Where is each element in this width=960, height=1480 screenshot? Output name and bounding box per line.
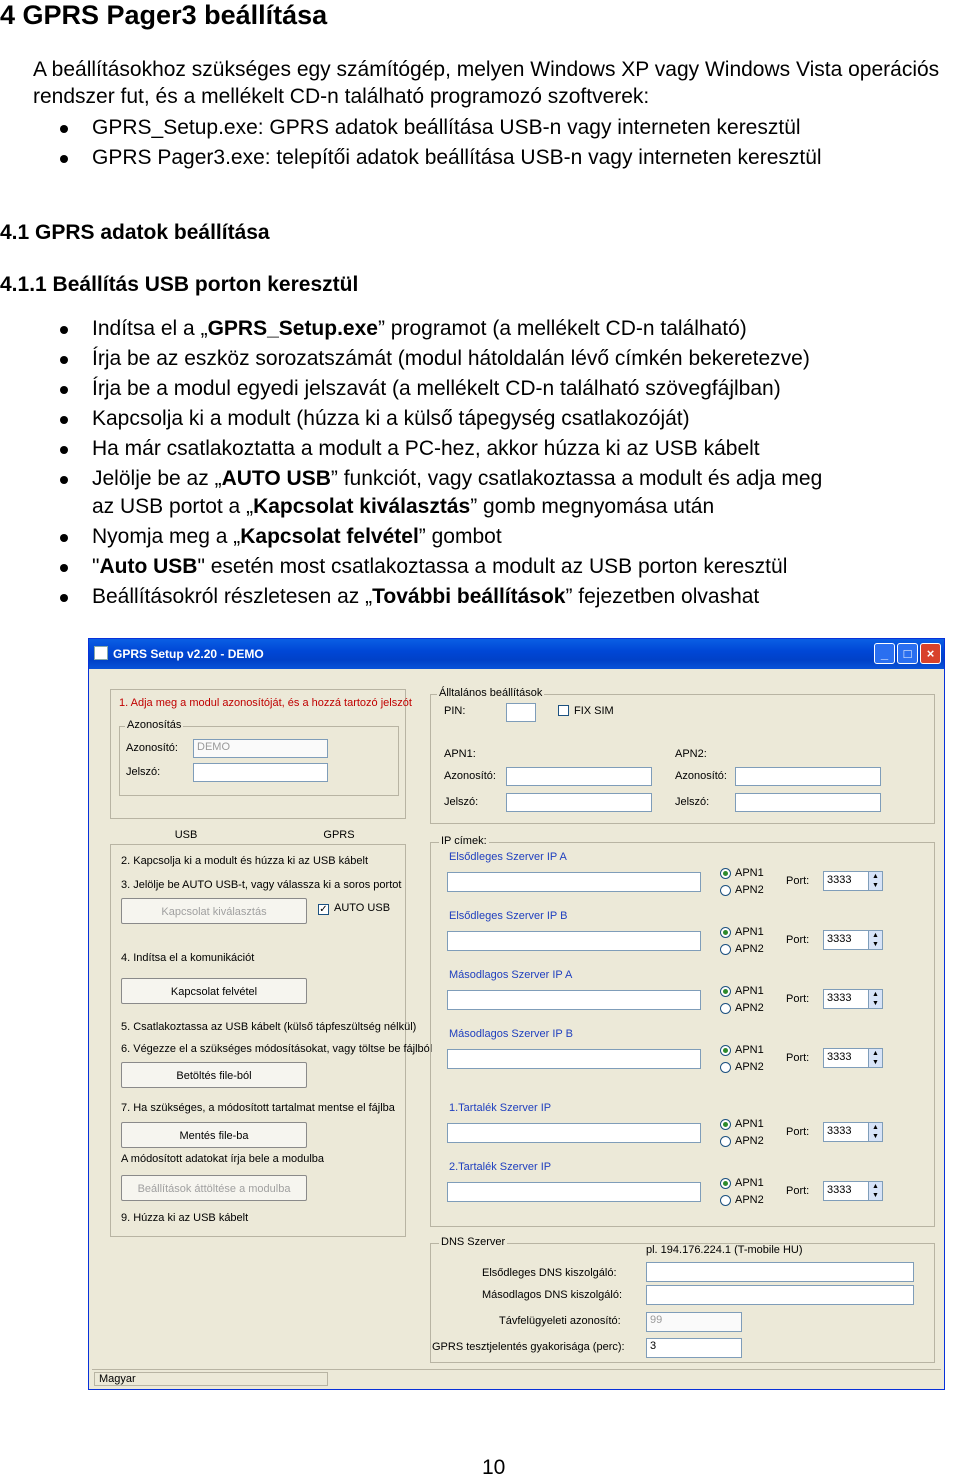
apn1-radio[interactable] xyxy=(720,1178,731,1189)
apn2-azonosito-input[interactable] xyxy=(735,767,881,786)
status-language: Magyar xyxy=(94,1372,328,1386)
app-icon xyxy=(94,646,108,660)
apn1-radio-label: APN1 xyxy=(735,867,764,879)
spin-up-icon[interactable]: ▲ xyxy=(868,1049,882,1058)
close-icon[interactable]: × xyxy=(920,643,941,664)
remote-id-input[interactable]: 99 xyxy=(646,1312,742,1332)
spin-down-icon[interactable]: ▼ xyxy=(868,881,882,890)
remote-id-label: Távfelügyeleti azonosító: xyxy=(499,1315,621,1327)
fix-sim-label: FIX SIM xyxy=(574,705,614,717)
maximize-icon[interactable]: □ xyxy=(897,643,918,664)
apn2-radio[interactable] xyxy=(720,1003,731,1014)
bullet-icon xyxy=(60,564,68,572)
apn1-radio[interactable] xyxy=(720,1119,731,1130)
apn1-azonosito-input[interactable] xyxy=(506,767,652,786)
general-settings-label: Álltalános beállítások xyxy=(439,687,543,699)
step-2: Írja be az eszköz sorozatszámát (modul hátoldalán lévő címkén bekeretezve) xyxy=(92,347,810,370)
server-label: 2.Tartalék Szerver IP xyxy=(449,1161,552,1173)
pin-input[interactable] xyxy=(506,703,536,722)
dns-primary-input[interactable] xyxy=(646,1262,914,1282)
minimize-icon[interactable]: _ xyxy=(874,643,895,664)
spin-up-icon[interactable]: ▲ xyxy=(868,990,882,999)
apn2-radio-label: APN2 xyxy=(735,1194,764,1206)
apn2-radio-label: APN2 xyxy=(735,1061,764,1073)
dns-primary-label: Elsődleges DNS kiszolgáló: xyxy=(482,1267,617,1279)
apn2-radio[interactable] xyxy=(720,1062,731,1073)
bullet-icon xyxy=(60,534,68,542)
azonosito-input[interactable]: DEMO xyxy=(193,739,328,758)
port-value: 3333 xyxy=(827,1125,852,1137)
kapcsolat-felvetel-button[interactable]: Kapcsolat felvétel xyxy=(121,978,307,1004)
tab-usb[interactable]: USB xyxy=(174,829,198,841)
spin-down-icon[interactable]: ▼ xyxy=(868,1191,882,1200)
bullet-icon xyxy=(60,416,68,424)
bullet-icon xyxy=(60,386,68,394)
dns-secondary-label: Másodlagos DNS kiszolgáló: xyxy=(482,1289,623,1301)
left-step-3: 3. Jelölje be AUTO USB-t, vagy válassza ki a soros portot xyxy=(121,879,402,891)
step-6-cont: az USB portot a „Kapcsolat kiválasztás” gomb megnyomása után xyxy=(92,495,715,518)
step-9: Beállításokról részletesen az „További beállítások” fejezetben olvashat xyxy=(92,585,760,608)
port-spinner[interactable] xyxy=(823,1122,883,1142)
window-title: GPRS Setup v2.20 - DEMO xyxy=(113,647,264,661)
subsection-heading: 4.1.1 Beállítás USB porton keresztül xyxy=(0,273,359,296)
ip-addresses-label: IP címek: xyxy=(441,835,487,847)
spin-up-icon[interactable]: ▲ xyxy=(868,1123,882,1132)
server-ip-input[interactable] xyxy=(447,931,701,951)
mentes-button[interactable]: Mentés file-ba xyxy=(121,1122,307,1148)
test-freq-input[interactable]: 3 xyxy=(646,1338,742,1358)
port-label: Port: xyxy=(786,934,810,946)
apn2-jelszo-input[interactable] xyxy=(735,793,881,812)
apn1-jelszo-label: Jelszó: xyxy=(444,796,479,808)
port-label: Port: xyxy=(786,1185,810,1197)
bullet-icon xyxy=(60,594,68,602)
apn1-azonosito-label: Azonosító: xyxy=(444,770,496,782)
step-4: Kapcsolja ki a modult (húzza ki a külső tápegység csatlakozóját) xyxy=(92,407,690,430)
apn2-radio[interactable] xyxy=(720,944,731,955)
kapcsolat-kivalasztas-button[interactable]: Kapcsolat kiválasztás xyxy=(121,898,307,924)
step-8: "Auto USB" esetén most csatlakoztassa a modult az USB porton keresztül xyxy=(92,555,788,578)
gprs-setup-window xyxy=(88,638,945,1390)
apn1-radio[interactable] xyxy=(720,868,731,879)
port-spinner[interactable] xyxy=(823,989,883,1009)
apn2-radio[interactable] xyxy=(720,1195,731,1206)
left-step-4: 4. Indítsa el a komunikációt xyxy=(121,952,255,964)
intro-paragraph: A beállításokhoz szükséges egy számítógép, melyen Windows XP vagy Windows Vista operációs rendszer fut, és a mellékelt CD-n található programozó szoftverek: xyxy=(33,58,940,108)
left-step-9: 9. Húzza ki az USB kábelt xyxy=(121,1212,249,1224)
port-spinner[interactable] xyxy=(823,871,883,891)
section-heading: 4.1 GPRS adatok beállítása xyxy=(0,221,270,244)
window-titlebar[interactable] xyxy=(89,639,944,669)
bullet-icon xyxy=(60,356,68,364)
apn1-radio-label: APN1 xyxy=(735,1177,764,1189)
spin-down-icon[interactable]: ▼ xyxy=(868,999,882,1008)
intro-bullet: GPRS Pager3.exe: telepítői adatok beállítása USB-n vagy interneten keresztül xyxy=(92,146,822,169)
fix-sim-checkbox[interactable] xyxy=(558,705,569,716)
bullet-icon xyxy=(60,446,68,454)
status-bar xyxy=(92,1369,941,1388)
apn2-label: APN2: xyxy=(675,748,707,760)
apn2-radio-label: APN2 xyxy=(735,884,764,896)
port-label: Port: xyxy=(786,993,810,1005)
apn2-radio[interactable] xyxy=(720,885,731,896)
server-label: Elsődleges Szerver IP A xyxy=(449,851,567,863)
server-label: Másodlagos Szerver IP B xyxy=(449,1028,573,1040)
apn1-radio-label: APN1 xyxy=(735,926,764,938)
step-6: Jelölje be az „AUTO USB” funkciót, vagy csatlakoztassa a modult és adja meg xyxy=(92,467,823,490)
left-step-1: 1. Adja meg a modul azonosítóját, és a hozzá tartozó jelszót xyxy=(119,697,412,709)
betoltes-button[interactable]: Betöltés file-ból xyxy=(121,1062,307,1088)
apn2-radio-label: APN2 xyxy=(735,1135,764,1147)
spin-down-icon[interactable]: ▼ xyxy=(868,1132,882,1141)
spin-up-icon[interactable]: ▲ xyxy=(868,931,882,940)
port-value: 3333 xyxy=(827,1184,852,1196)
server-label: 1.Tartalék Szerver IP xyxy=(449,1102,552,1114)
apn1-jelszo-input[interactable] xyxy=(506,793,652,812)
server-label: Másodlagos Szerver IP A xyxy=(449,969,573,981)
left-step-7: 7. Ha szükséges, a módosított tartalmat mentse el fájlba xyxy=(121,1102,395,1114)
port-spinner[interactable] xyxy=(823,1048,883,1068)
apn2-jelszo-label: Jelszó: xyxy=(675,796,710,808)
apn1-radio-label: APN1 xyxy=(735,1118,764,1130)
dns-label: DNS Szerver xyxy=(441,1236,506,1248)
auto-usb-checkbox[interactable]: ✓ xyxy=(319,904,328,915)
port-value: 3333 xyxy=(827,992,852,1004)
server-ip-input[interactable] xyxy=(447,1123,701,1143)
left-step-2: 2. Kapcsolja ki a modult és húzza ki az USB kábelt xyxy=(121,855,369,867)
azonositas-label: Azonosítás xyxy=(127,719,182,731)
apn1-label: APN1: xyxy=(444,748,476,760)
step-3: Írja be a modul egyedi jelszavát (a mellékelt CD-n található szövegfájlban) xyxy=(92,377,781,400)
auto-usb-label: AUTO USB xyxy=(334,902,391,914)
port-value: 3333 xyxy=(827,933,852,945)
spin-up-icon[interactable]: ▲ xyxy=(868,872,882,881)
apn2-radio-label: APN2 xyxy=(735,943,764,955)
dns-secondary-input[interactable] xyxy=(646,1285,914,1305)
step-7: Nyomja meg a „Kapcsolat felvétel” gombot xyxy=(92,525,502,548)
apn2-radio-label: APN2 xyxy=(735,1002,764,1014)
port-spinner[interactable] xyxy=(823,930,883,950)
test-freq-label: GPRS tesztjelentés gyakorisága (perc): xyxy=(432,1341,625,1353)
spin-up-icon[interactable]: ▲ xyxy=(868,1182,882,1191)
left-step-5: 5. Csatlakoztassa az USB kábelt (külső tápfeszültség nélkül) xyxy=(121,1021,417,1033)
port-value: 3333 xyxy=(827,874,852,886)
port-value: 3333 xyxy=(827,1051,852,1063)
chapter-title: 4 GPRS Pager3 beállítása xyxy=(0,0,328,30)
apn1-radio[interactable] xyxy=(720,986,731,997)
apn1-radio-label: APN1 xyxy=(735,1044,764,1056)
left-step-8: A módosított adatokat írja bele a modulba xyxy=(121,1153,325,1165)
jelszo-input[interactable] xyxy=(193,763,328,782)
azonosito-label: Azonosító: xyxy=(126,742,178,754)
apn1-radio[interactable] xyxy=(720,1045,731,1056)
tab-gprs[interactable]: GPRS xyxy=(323,829,355,841)
port-label: Port: xyxy=(786,875,810,887)
bullet-icon xyxy=(60,326,68,334)
server-ip-input[interactable] xyxy=(447,1182,701,1202)
apn2-radio[interactable] xyxy=(720,1136,731,1147)
apn1-radio-label: APN1 xyxy=(735,985,764,997)
bullet-icon xyxy=(60,476,68,484)
step-5: Ha már csatlakoztatta a modult a PC-hez, akkor húzza ki az USB kábelt xyxy=(92,437,760,460)
server-ip-input[interactable] xyxy=(447,1049,701,1069)
pin-label: PIN: xyxy=(444,705,466,717)
apn2-azonosito-label: Azonosító: xyxy=(675,770,727,782)
spin-down-icon[interactable]: ▼ xyxy=(868,940,882,949)
server-label: Elsődleges Szerver IP B xyxy=(449,910,568,922)
jelszo-label: Jelszó: xyxy=(126,766,161,778)
spin-down-icon[interactable]: ▼ xyxy=(868,1058,882,1067)
server-ip-input[interactable] xyxy=(447,872,701,892)
port-label: Port: xyxy=(786,1126,810,1138)
bullet-icon xyxy=(60,155,68,163)
apn1-radio[interactable] xyxy=(720,927,731,938)
step-1: Indítsa el a „GPRS_Setup.exe” programot (a mellékelt CD-n található) xyxy=(92,317,747,340)
left-step-6: 6. Végezze el a szükséges módosításokat, vagy töltse be fájlból xyxy=(121,1043,433,1055)
beallitasok-atoltese-button[interactable]: Beállítások áttöltése a modulba xyxy=(121,1175,307,1201)
page-number: 10 xyxy=(482,1456,506,1479)
bullet-icon xyxy=(60,125,68,133)
intro-bullet: GPRS_Setup.exe: GPRS adatok beállítása USB-n vagy interneten keresztül xyxy=(92,116,801,139)
dns-example: pl. 194.176.224.1 (T-mobile HU) xyxy=(646,1244,803,1256)
port-spinner[interactable] xyxy=(823,1181,883,1201)
azonositas-group xyxy=(119,726,399,796)
server-ip-input[interactable] xyxy=(447,990,701,1010)
port-label: Port: xyxy=(786,1052,810,1064)
